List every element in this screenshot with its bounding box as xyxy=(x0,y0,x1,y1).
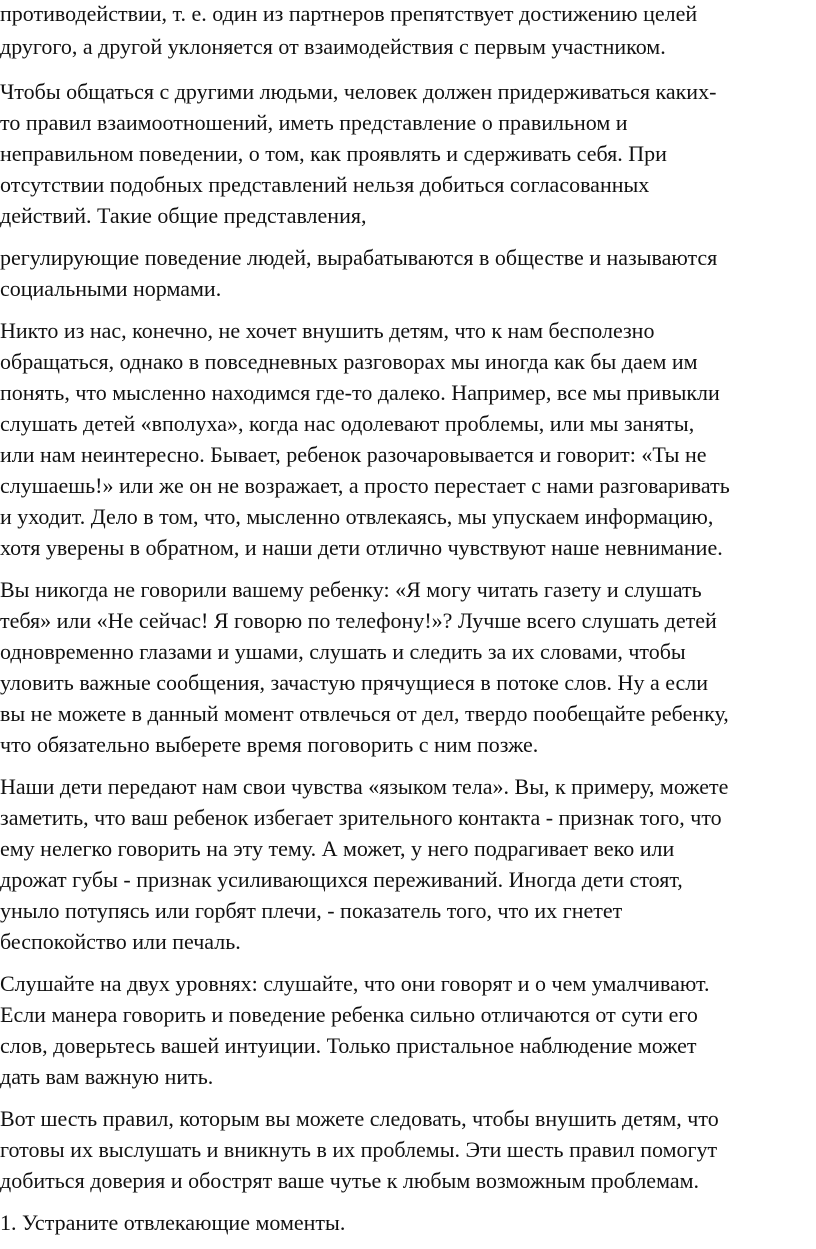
text-line: действий. Такие общие представления, xyxy=(0,203,367,228)
text-line: слов, доверьтесь вашей интуиции. Только пристальное наблюдение может xyxy=(0,1033,697,1058)
text-line: заметить, что ваш ребенок избегает зрительного контакта - признак того, что xyxy=(0,805,722,830)
list-item-heading: 1. Устраните отвлекающие моменты. xyxy=(0,1210,346,1235)
text-line: то правил взаимоотношений, иметь представление о правильном и xyxy=(0,110,628,135)
text-line: уныло потупясь или горбят плечи, - показатель того, что их гнетет xyxy=(0,898,623,923)
text-line: противодействии, т. е. один из партнеров препятствует достижению целей xyxy=(0,1,698,26)
text-line: регулирующие поведение людей, вырабатываются в обществе и называются xyxy=(0,245,718,270)
text-line: готовы их выслушать и вникнуть в их проблемы. Эти шесть правил помогут xyxy=(0,1137,718,1162)
text-line: Вы никогда не говорили вашему ребенку: «Я могу читать газету и слушать xyxy=(0,577,702,602)
text-line: Наши дети передают нам свои чувства «языком тела». Вы, к примеру, можете xyxy=(0,774,729,799)
text-line: отсутствии подобных представлений нельзя добиться согласованных xyxy=(0,172,650,197)
text-line: понять, что мысленно находимся где-то далеко. Например, все мы привыкли xyxy=(0,380,720,405)
text-line: добиться доверия и обострят ваше чутье к любым возможным проблемам. xyxy=(0,1168,700,1193)
text-line: тебя» или «Не сейчас! Я говорю по телефону!»? Лучше всего слушать детей xyxy=(0,608,717,633)
text-line: слушаешь!» или же он не возражает, а просто перестает с нами разговаривать xyxy=(0,473,730,498)
text-line: хотя уверены в обратном, и наши дети отлично чувствуют наше невнимание. xyxy=(0,535,723,560)
text-line: неправильном поведении, о том, как проявлять и сдерживать себя. При xyxy=(0,141,667,166)
text-line: обращаться, однако в повседневных разговорах мы иногда как бы даем им xyxy=(0,349,698,374)
text-line: беспокойство или печаль. xyxy=(0,929,241,954)
text-line: другого, а другой уклоняется от взаимодействия с первым участником. xyxy=(0,34,666,59)
text-line: социальными нормами. xyxy=(0,276,222,301)
text-line: дрожат губы - признак усиливающихся переживаний. Иногда дети стоят, xyxy=(0,867,683,892)
text-line: Вот шесть правил, которым вы можете следовать, чтобы внушить детям, что xyxy=(0,1106,719,1131)
text-line: или нам неинтересно. Бывает, ребенок разочаровывается и говорит: «Ты не xyxy=(0,442,707,467)
text-line: и уходит. Дело в том, что, мысленно отвлекаясь, мы упускаем информацию, xyxy=(0,504,714,529)
text-line: уловить важные сообщения, зачастую прячущиеся в потоке слов. Ну а если xyxy=(0,670,709,695)
text-line: ему нелегко говорить на эту тему. А может, у него подрагивает веко или xyxy=(0,836,675,861)
text-line: Слушайте на двух уровнях: слушайте, что они говорят и о чем умалчивают. xyxy=(0,971,710,996)
text-line: дать вам важную нить. xyxy=(0,1064,214,1089)
text-line: одновременно глазами и ушами, слушать и следить за их словами, чтобы xyxy=(0,639,686,664)
text-line: Чтобы общаться с другими людьми, человек должен придерживаться каких- xyxy=(0,79,717,104)
text-line: Если манера говорить и поведение ребенка сильно отличаются от сути его xyxy=(0,1002,698,1027)
text-line: Никто из нас, конечно, не хочет внушить детям, что к нам бесполезно xyxy=(0,318,655,343)
text-line: слушать детей «вполуха», когда нас одолевают проблемы, или мы заняты, xyxy=(0,411,695,436)
text-line: вы не можете в данный момент отвлечься от дел, твердо пообещайте ребенку, xyxy=(0,701,729,726)
text-line: что обязательно выберете время поговорить с ним позже. xyxy=(0,732,539,757)
